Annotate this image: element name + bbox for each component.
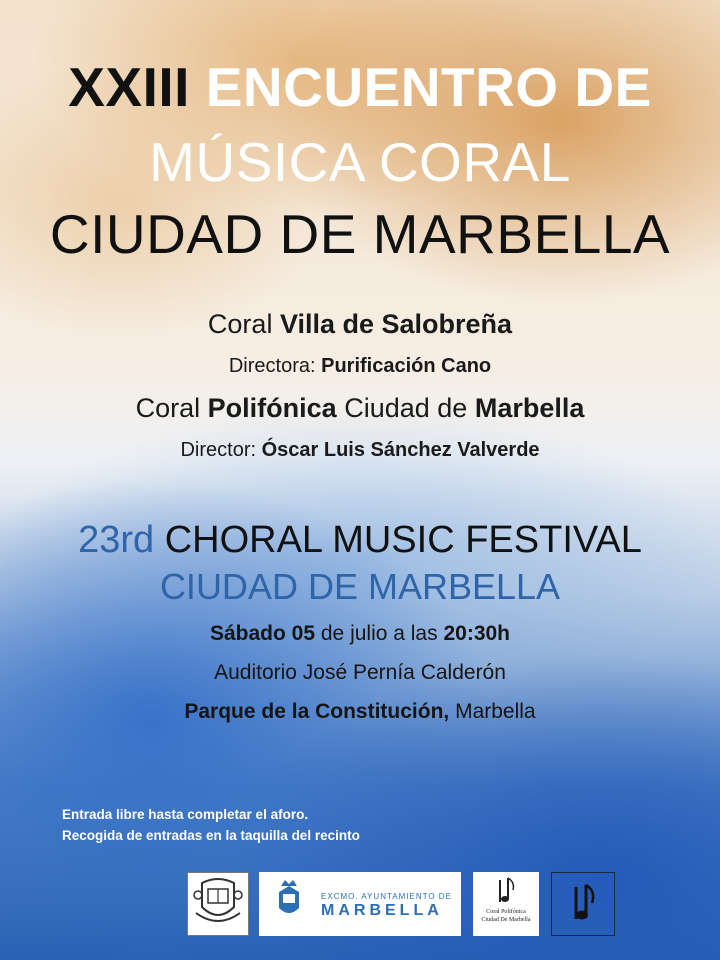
title-line-3: CIUDAD DE MARBELLA — [49, 203, 671, 265]
music-note-icon — [473, 872, 539, 912]
coral-mark-logo — [551, 872, 615, 936]
note-ticket-pickup: Recogida de entradas en la taquilla del recinto — [62, 828, 360, 843]
coat-of-arms-icon — [188, 873, 248, 935]
choir-2-name-b: Marbella — [474, 393, 585, 423]
music-note-mark-icon — [552, 873, 614, 935]
english-festival: CHORAL MUSIC FESTIVAL — [164, 519, 642, 561]
event-city: Marbella — [455, 700, 536, 723]
event-park: Parque de la Constitución, — [184, 700, 450, 723]
edition-numeral: XXIII — [68, 56, 190, 118]
title-line-1 — [0, 56, 720, 118]
coral-logo-line-1: Coral Polifónica — [486, 909, 526, 915]
note-free-entry: Entrada libre hasta completar el aforo. — [62, 807, 309, 822]
choir-2-name-a: Polifónica — [207, 393, 337, 423]
event-date-mid: de julio a las — [320, 622, 438, 645]
ayuntamiento-logo — [259, 872, 461, 936]
director-name: Purificación Cano — [321, 355, 492, 377]
choir-2-mid: Ciudad de — [344, 393, 468, 423]
ayto-line-1: EXCMO. AYUNTAMIENTO DE — [321, 892, 452, 901]
choir-2-prefix: Coral — [135, 393, 201, 423]
english-city: CIUDAD DE MARBELLA — [159, 566, 561, 607]
ayto-line-2: MARBELLA — [321, 902, 443, 919]
coral-polifonica-logo — [473, 872, 539, 936]
coral-logo-text — [473, 908, 539, 924]
coat-of-arms-logo — [187, 872, 249, 936]
english-title — [0, 519, 720, 562]
event-venue: Auditorio José Pernía Calderón — [214, 661, 506, 684]
choir-2-director — [0, 439, 720, 462]
title-encuentro: ENCUENTRO DE — [205, 56, 652, 118]
choir-1-name: Villa de Salobreña — [279, 309, 513, 339]
event-day: Sábado 05 — [209, 622, 316, 645]
choir-1-prefix: Coral — [207, 309, 273, 339]
event-time: 20:30h — [443, 622, 511, 645]
director-label: Director: — [180, 439, 257, 461]
event-date — [0, 622, 720, 646]
ticket-notes — [62, 804, 360, 846]
director-label: Directora: — [228, 355, 316, 377]
choir-2-line — [0, 393, 720, 424]
event-location — [0, 700, 720, 724]
coral-logo-line-2: Ciudad De Marbella — [481, 917, 531, 923]
director-name: Óscar Luis Sánchez Valverde — [261, 439, 540, 461]
english-number: 23rd — [78, 519, 155, 561]
choir-1-line — [0, 309, 720, 340]
choir-1-director — [0, 355, 720, 378]
title-line-2: MÚSICA CORAL — [149, 131, 571, 193]
